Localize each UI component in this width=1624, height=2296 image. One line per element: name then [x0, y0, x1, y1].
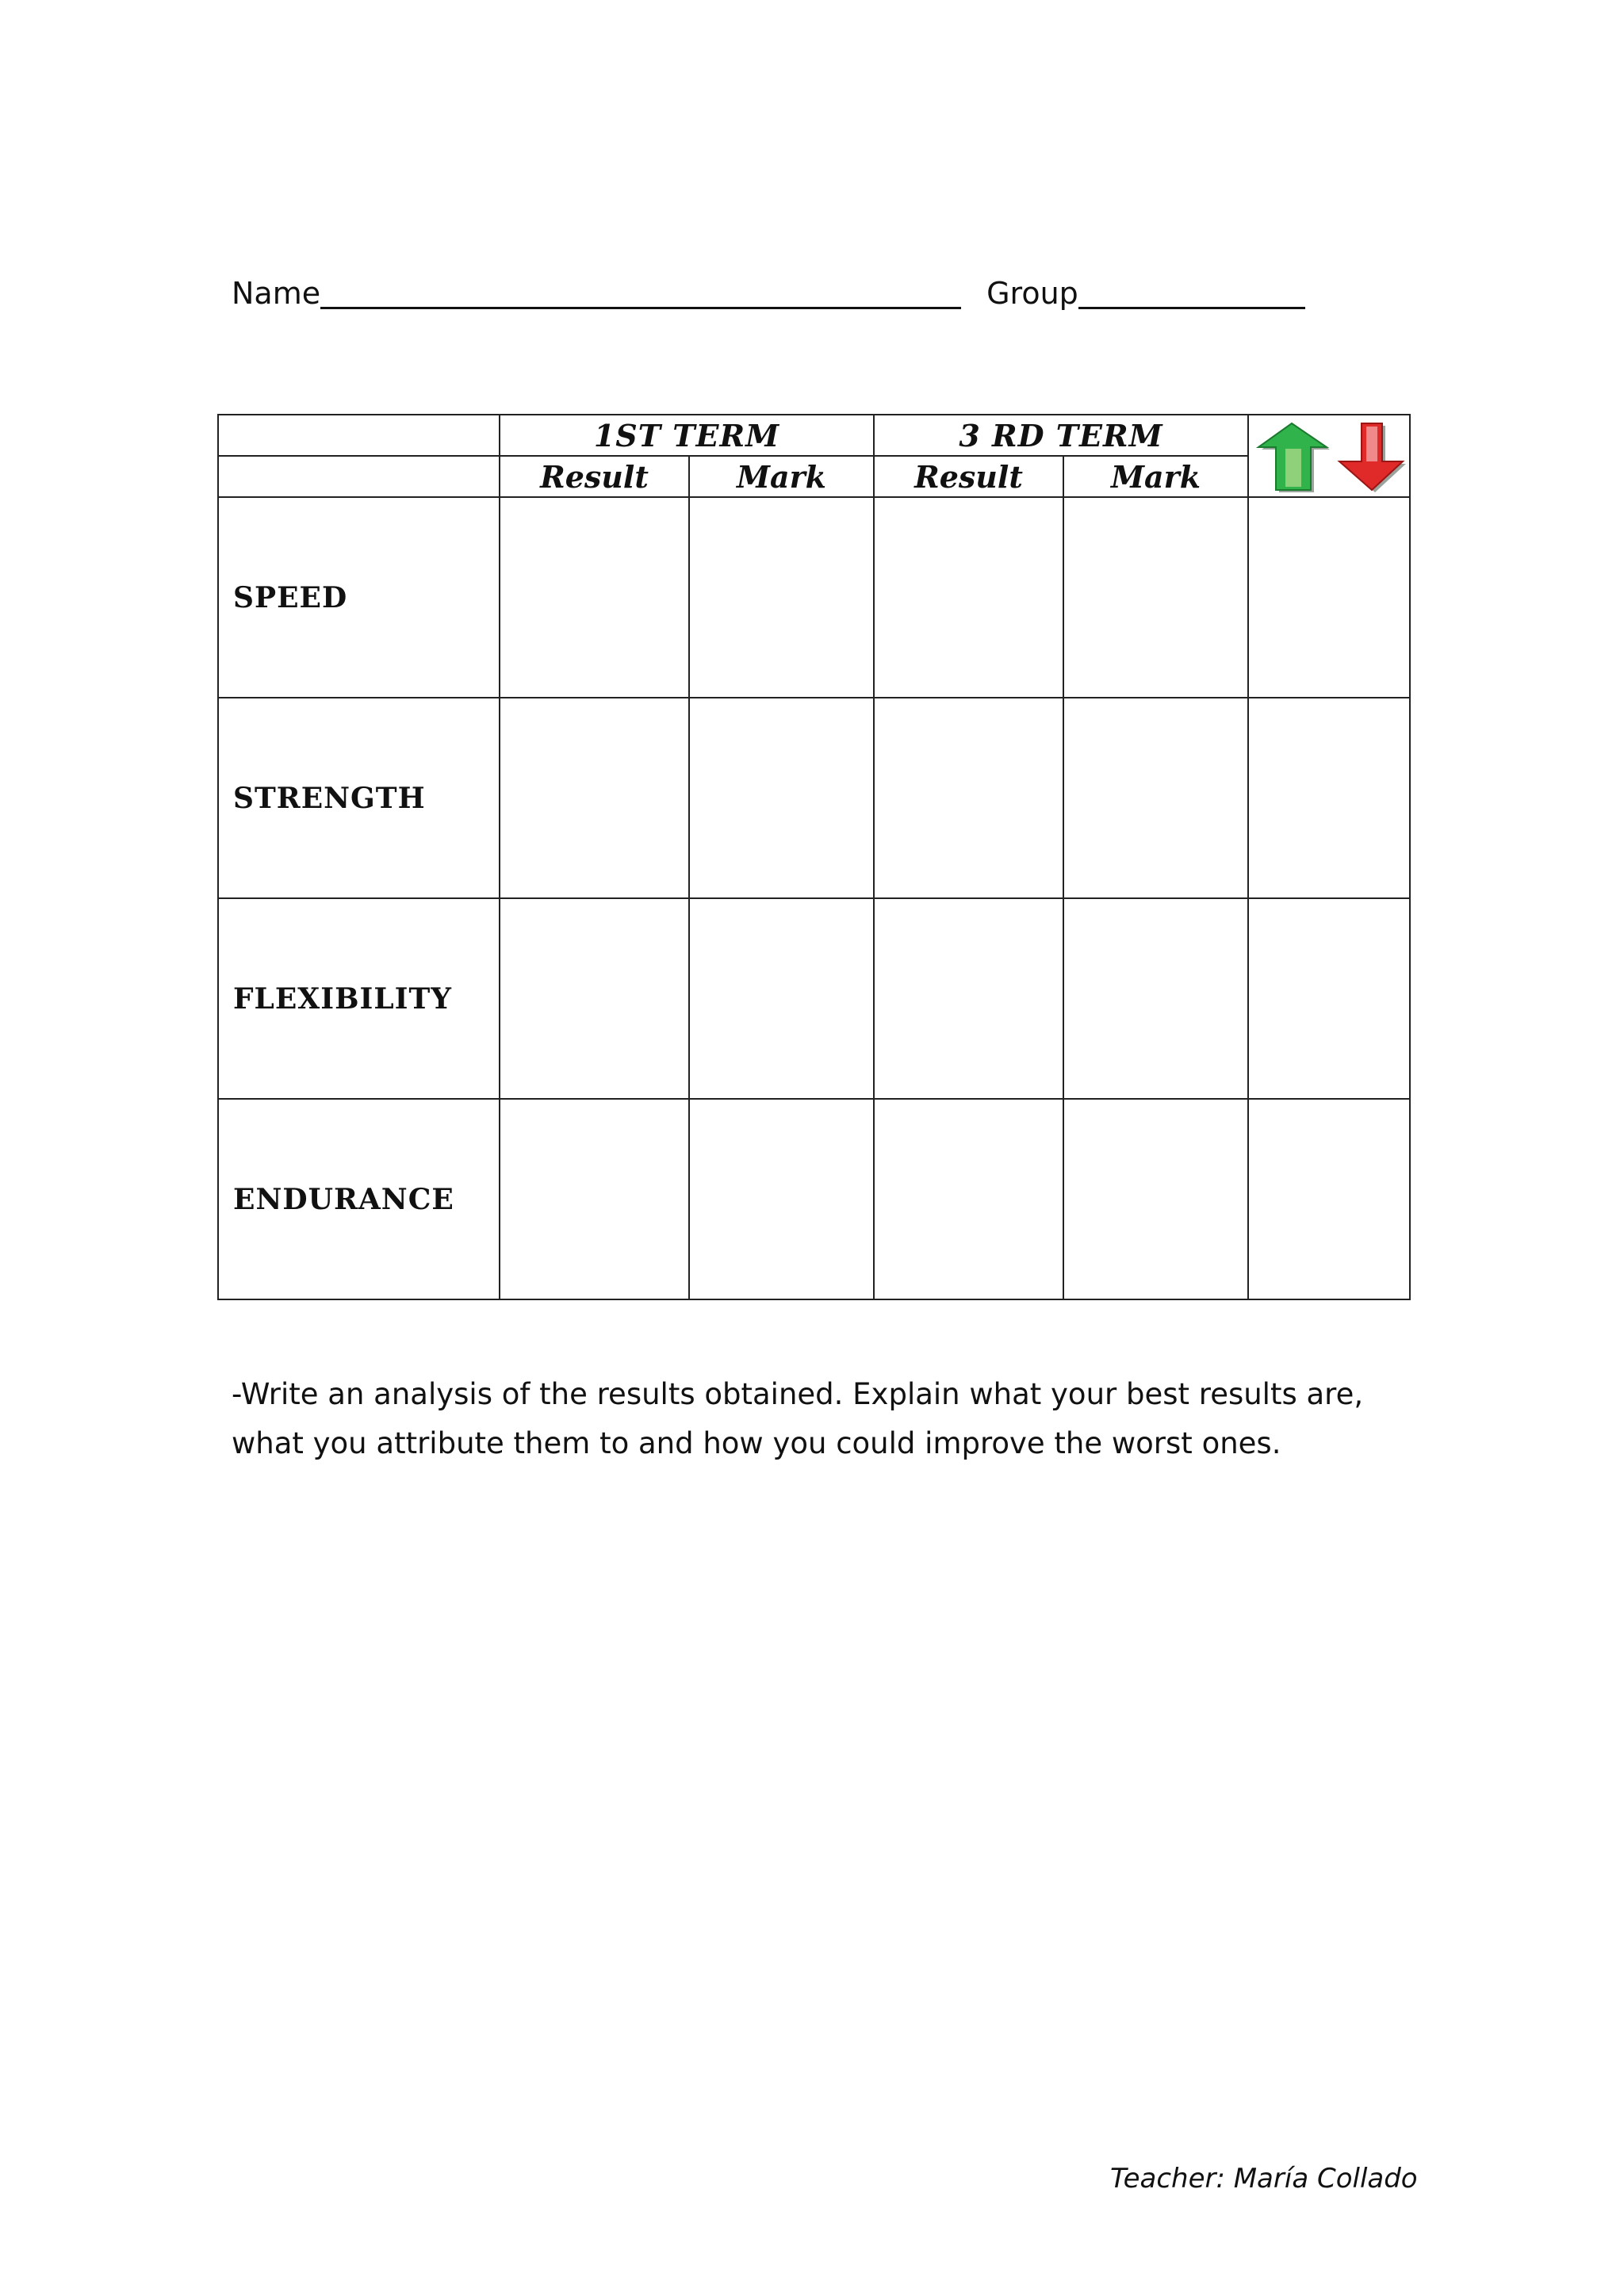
speed-term3-result-cell[interactable]	[874, 497, 1063, 698]
row-label-speed: SPEED	[218, 497, 500, 698]
strength-trend-cell[interactable]	[1248, 698, 1410, 898]
term-3-result-header: Result	[874, 456, 1063, 497]
corner-cell-2	[218, 456, 500, 497]
endurance-term3-result-cell[interactable]	[874, 1099, 1063, 1299]
table-row	[218, 1099, 1410, 1299]
strength-term1-result-cell[interactable]	[500, 698, 689, 898]
flexibility-trend-cell[interactable]	[1248, 898, 1410, 1099]
analysis-instructions	[232, 1370, 1389, 1468]
student-header	[232, 270, 1342, 317]
corner-cell	[218, 415, 500, 456]
fitness-results-table	[217, 414, 1411, 1300]
flexibility-term1-mark-cell[interactable]	[689, 898, 874, 1099]
speed-trend-cell[interactable]	[1248, 497, 1410, 698]
endurance-term3-mark-cell[interactable]	[1063, 1099, 1248, 1299]
term-1-result-header: Result	[500, 456, 689, 497]
name-field[interactable]	[320, 272, 961, 309]
group-label: Group	[986, 276, 1078, 311]
table-row	[218, 898, 1410, 1099]
flexibility-term1-result-cell[interactable]	[500, 898, 689, 1099]
speed-term1-result-cell[interactable]	[500, 497, 689, 698]
arrow-down-icon	[1339, 423, 1406, 492]
speed-term3-mark-cell[interactable]	[1063, 497, 1248, 698]
table-row	[218, 497, 1410, 698]
row-label-strength: STRENGTH	[218, 698, 500, 898]
flexibility-term3-mark-cell[interactable]	[1063, 898, 1248, 1099]
flexibility-term3-result-cell[interactable]	[874, 898, 1063, 1099]
instructions-line-1: -Write an analysis of the results obtained. Explain what your best results are,	[232, 1377, 1364, 1411]
trend-header	[1248, 415, 1410, 497]
arrow-up-icon	[1258, 423, 1330, 492]
strength-term3-mark-cell[interactable]	[1063, 698, 1248, 898]
term-1-header: 1ST TERM	[500, 415, 874, 456]
strength-term3-result-cell[interactable]	[874, 698, 1063, 898]
term-3-mark-header: Mark	[1063, 456, 1248, 497]
term-3-header: 3 RD TERM	[874, 415, 1248, 456]
group-field[interactable]	[1078, 272, 1305, 309]
teacher-credit: Teacher: María Collado	[1110, 2163, 1418, 2195]
row-label-endurance: ENDURANCE	[218, 1099, 500, 1299]
row-label-flexibility: FLEXIBILITY	[218, 898, 500, 1099]
table-row	[218, 698, 1410, 898]
name-label: Name	[232, 276, 321, 311]
term-1-mark-header: Mark	[689, 456, 874, 497]
endurance-term1-mark-cell[interactable]	[689, 1099, 874, 1299]
instructions-line-2: what you attribute them to and how you could improve the worst ones.	[232, 1426, 1281, 1460]
endurance-trend-cell[interactable]	[1248, 1099, 1410, 1299]
endurance-term1-result-cell[interactable]	[500, 1099, 689, 1299]
speed-term1-mark-cell[interactable]	[689, 497, 874, 698]
strength-term1-mark-cell[interactable]	[689, 698, 874, 898]
trend-icons	[1252, 420, 1408, 493]
